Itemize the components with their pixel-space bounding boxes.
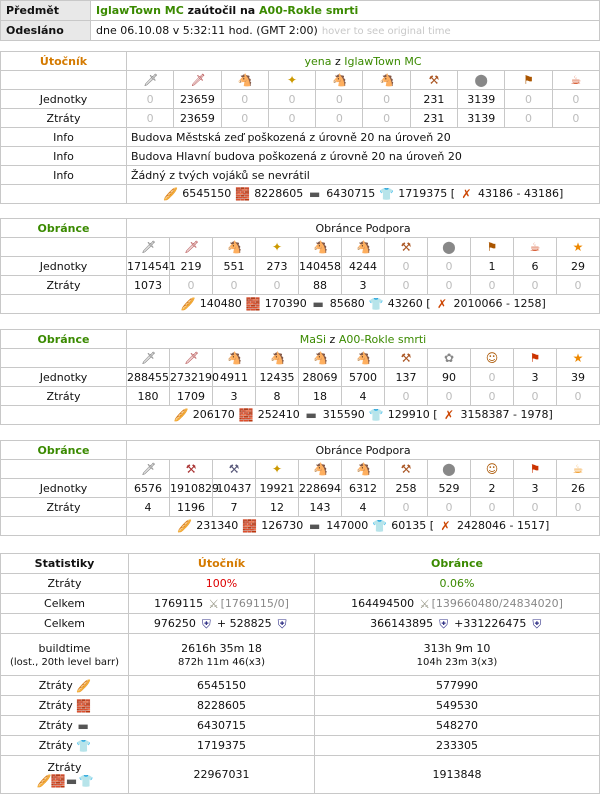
- resource-value: 170390: [264, 297, 307, 310]
- unit-icon: 🐴: [213, 349, 256, 368]
- unit-icon: 🐴: [299, 238, 342, 257]
- stat-label: Ztráty: [1, 574, 129, 594]
- unit-icon: ✦: [256, 460, 299, 479]
- loss-count: 0: [557, 276, 600, 295]
- stat-defender: 313h 9m 10 104h 23m 3(x3): [315, 634, 600, 676]
- loss-count: 143: [299, 498, 342, 517]
- unit-count: 0: [316, 90, 363, 109]
- loss-count: 0: [514, 387, 557, 406]
- unit-icon: ✦: [256, 238, 299, 257]
- unit-icon: ⚑: [514, 349, 557, 368]
- unit-count: 23659: [174, 90, 221, 109]
- unit-count: 29: [557, 257, 600, 276]
- resource-icon: 🥖: [180, 297, 196, 311]
- unit-count: 0: [505, 90, 552, 109]
- unit-count: 228694: [299, 479, 342, 498]
- hover-hint[interactable]: hover to see original time: [321, 26, 451, 37]
- resource-value: 252410: [257, 408, 300, 421]
- unit-count: 3: [514, 368, 557, 387]
- defender-support-1: Obránce Obránce Podpora 🗡 🗡 🐴 ✦ 🐴 🐴 ⚒ ⬤ ⚑ ☕ ★ Jednotky 1714541 219 551 273 140458 4244 0 0 1 6 29 Ztráty 1073 0 0 0 88 3 0 0 0 0 0 🥖 140480 🧱 170390 ▬ 85680 👕 43260 [ ✗ 2010066 - 1258]: [0, 218, 600, 314]
- unit-icon: ☕: [514, 238, 557, 257]
- resource-value: 126730: [261, 519, 304, 532]
- unit-icon: 🐴: [363, 71, 410, 90]
- loss-count: 0: [505, 109, 552, 128]
- defender-player-link[interactable]: MaSi: [299, 332, 327, 346]
- loss-count: 0: [385, 276, 428, 295]
- resource-value: 85680: [329, 297, 365, 310]
- stat-label: Ztráty 🧱: [1, 696, 129, 716]
- resource-icon: 👕: [379, 187, 395, 201]
- stat-attacker: 8228605: [129, 696, 315, 716]
- stat-attacker: 6545150: [129, 676, 315, 696]
- loss-count: 0: [471, 387, 514, 406]
- unit-count: 551: [213, 257, 256, 276]
- plunder-value: 3158387 - 1978: [460, 408, 549, 421]
- unit-count: 10437: [213, 479, 256, 498]
- unit-icon: 🐴: [256, 349, 299, 368]
- loss-count: 0: [557, 498, 600, 517]
- unit-icon: 🐴: [342, 460, 385, 479]
- unit-count: 12435: [256, 368, 299, 387]
- loss-count: 0: [428, 387, 471, 406]
- resource-icon: 👕: [368, 297, 384, 311]
- defender-village-link[interactable]: A00-Rokle smrti: [259, 4, 359, 17]
- unit-count: 219: [170, 257, 213, 276]
- loss-count: 0: [256, 276, 299, 295]
- unit-count: 3139: [458, 90, 505, 109]
- unit-icon: ⚑: [514, 460, 557, 479]
- resource-icon: 👕: [368, 408, 384, 422]
- unit-icon: 🗡: [127, 460, 170, 479]
- unit-icon: ✿: [428, 349, 471, 368]
- unit-count: 1910829: [170, 479, 213, 498]
- unit-icon: ☕: [557, 460, 600, 479]
- unit-icon: 🐴: [316, 71, 363, 90]
- resource-icon: 👕: [372, 519, 388, 533]
- loss-count: 231: [410, 109, 457, 128]
- loss-count: 18: [299, 387, 342, 406]
- stat-defender: 0.06%: [315, 574, 600, 594]
- stat-defender: 164494500 ⚔ [139660480/24834020]: [315, 594, 600, 614]
- unit-count: 28069: [299, 368, 342, 387]
- attacker-village-link2[interactable]: IglawTown MC: [344, 54, 422, 68]
- unit-icon: ⚑: [505, 71, 552, 90]
- attacker-section: Útočník yena z IglawTown MC 🗡 🗡 🐴 ✦ 🐴 🐴 ⚒ ⬤ ⚑ ☕ Jednotky 0 23659 0 0 0 0 231 3139 0 0 Ztráty 0 23659 0 0 0 0 231 3139 0 0 Info Budova Městská zeď poškozená z úrovně 20 na úroveň 20 Info Budova Hlavní budova poškozená z úrovně 20 na úroveň 20 Info Žádný z tvých vojáků se nevrátil 🥖 6545150 🧱 8228605 ▬ 6430715 👕 1719375 [ ✗ 43186 - 43186]: [0, 51, 600, 204]
- loss-count: 0: [268, 109, 315, 128]
- loss-count: 88: [299, 276, 342, 295]
- unit-count: 0: [471, 368, 514, 387]
- stat-attacker: 6430715: [129, 716, 315, 736]
- info-line: Budova Městská zeď poškozená z úrovně 20 na úroveň 20: [127, 128, 600, 147]
- loss-count: 0: [385, 387, 428, 406]
- loss-count: 0: [127, 109, 174, 128]
- unit-icon: ✦: [268, 71, 315, 90]
- resources-row: 🥖 6545150 🧱 8228605 ▬ 6430715 👕 1719375 [ ✗ 43186 - 43186]: [127, 185, 600, 204]
- resource-icon: 🧱: [238, 408, 254, 422]
- unit-icon: ★: [557, 349, 600, 368]
- loss-count: 4: [342, 387, 385, 406]
- loss-count: 0: [428, 498, 471, 517]
- loss-count: 0: [514, 276, 557, 295]
- unit-count: 258: [385, 479, 428, 498]
- stat-label: Ztráty 🥖: [1, 676, 129, 696]
- unit-count: 39: [557, 368, 600, 387]
- statistics-table: Statistiky Útočník Obránce Ztráty 100% 0.06% Celkem 1769115 ⚔ [1769115/0] 164494500 ⚔ [139660480/24834020] Celkem 976250 ⛨ + 528825 ⛨ 366143895 ⛨ +331226475 ⛨ buildtime (lost., 20th level barr) 2616h 35m 18 872h 11m 46(x3) 313h 9m 10 104h 23m 3(x3) Ztráty 🥖 6545150 577990 Ztráty 🧱 8228605 549530 Ztráty ▬ 6430715 548270 Ztráty 👕 1719375 233305 Ztráty 🥖🧱▬👕 22967031 1913848: [0, 553, 600, 794]
- loss-count: 23659: [174, 109, 221, 128]
- unit-count: 6312: [342, 479, 385, 498]
- unit-icon: ☺: [471, 349, 514, 368]
- unit-icon: 🗡: [170, 238, 213, 257]
- loss-count: 180: [127, 387, 170, 406]
- sent-value: dne 06.10.08 v 5:32:11 hod. (GMT 2:00) hover to see original time: [91, 21, 600, 41]
- defender-support-2: Obránce Obránce Podpora 🗡 ⚒ ⚒ ✦ 🐴 🐴 ⚒ ⬤ ☺ ⚑ ☕ Jednotky 6576 1910829 10437 19921 228694 6312 258 529 2 3 26 Ztráty 4 1196 7 12 143 4 0 0 0 0 0 🥖 231340 🧱 126730 ▬ 147000 👕 60135 [ ✗ 2428046 - 1517]: [0, 440, 600, 536]
- unit-count: 6: [514, 257, 557, 276]
- resources-row: 🥖 231340 🧱 126730 ▬ 147000 👕 60135 [ ✗ 2428046 - 1517]: [127, 517, 600, 536]
- unit-count: 0: [127, 90, 174, 109]
- unit-count: 529: [428, 479, 471, 498]
- loss-count: 3: [213, 387, 256, 406]
- unit-count: 137: [385, 368, 428, 387]
- unit-icon: ⚒: [385, 238, 428, 257]
- resource-value: 315590: [322, 408, 365, 421]
- plunder-value: 2010066 - 1258: [453, 297, 542, 310]
- stat-defender: 233305: [315, 736, 600, 756]
- stat-label: Ztráty 🥖🧱▬👕: [1, 756, 129, 794]
- resources-row: 🥖 206170 🧱 252410 ▬ 315590 👕 129910 [ ✗ 3158387 - 1978]: [127, 406, 600, 425]
- unit-icon: ☕: [552, 71, 599, 90]
- stat-attacker: 1719375: [129, 736, 315, 756]
- resource-icon: ▬: [305, 408, 317, 422]
- loss-count: 0: [213, 276, 256, 295]
- loss-count: 0: [471, 276, 514, 295]
- resource-value: 231340: [196, 519, 239, 532]
- unit-count: 2: [471, 479, 514, 498]
- resource-value: 43260: [387, 297, 423, 310]
- unit-count: 19921: [256, 479, 299, 498]
- plunder-icon: ✗: [436, 297, 448, 311]
- unit-icon: 🐴: [342, 238, 385, 257]
- unit-icon: 🐴: [299, 460, 342, 479]
- report-header: [0, 0, 600, 41]
- plunder-value: 43186 - 43186: [478, 187, 559, 200]
- stat-defender: 549530: [315, 696, 600, 716]
- loss-count: 4: [342, 498, 385, 517]
- unit-count: 0: [428, 257, 471, 276]
- unit-icon: ☺: [471, 460, 514, 479]
- resource-icon: ▬: [309, 187, 321, 201]
- resource-value: 1719375: [398, 187, 448, 200]
- unit-count: 140458: [299, 257, 342, 276]
- unit-icon: ★: [557, 238, 600, 257]
- resources-row: 🥖 140480 🧱 170390 ▬ 85680 👕 43260 [ ✗ 2010066 - 1258]: [127, 295, 600, 314]
- resource-value: 206170: [192, 408, 235, 421]
- unit-count: 2732190: [170, 368, 213, 387]
- resource-icon: 🥖: [173, 408, 189, 422]
- stat-defender: 548270: [315, 716, 600, 736]
- defender-main: Obránce MaSi z A00-Rokle smrti 🗡 🗡 🐴 🐴 🐴 🐴 ⚒ ✿ ☺ ⚑ ★ Jednotky 288455 2732190 4911 12435 28069 5700 137 90 0 3 39 Ztráty 180 1709 3 8 18 4 0 0 0 0 0 🥖 206170 🧱 252410 ▬ 315590 👕 129910 [ ✗ 3158387 - 1978]: [0, 329, 600, 425]
- loss-count: 3139: [458, 109, 505, 128]
- unit-icon: 🗡: [127, 71, 174, 90]
- stat-label: buildtime (lost., 20th level barr): [1, 634, 129, 676]
- loss-count: 0: [428, 276, 471, 295]
- unit-count: 90: [428, 368, 471, 387]
- stat-attacker: 1769115 ⚔ [1769115/0]: [129, 594, 315, 614]
- stat-defender: 577990: [315, 676, 600, 696]
- units-label: Jednotky: [1, 90, 127, 109]
- unit-icon: ⬤: [428, 238, 471, 257]
- info-line: Žádný z tvých vojáků se nevrátil: [127, 166, 600, 185]
- stat-label: Celkem: [1, 594, 129, 614]
- attacker-owner: yena z IglawTown MC: [127, 52, 600, 71]
- info-line: Budova Hlavní budova poškozená z úrovně 20 na úroveň 20: [127, 147, 600, 166]
- unit-icon: 🗡: [127, 238, 170, 257]
- unit-icon: 🐴: [221, 71, 268, 90]
- stat-label: Celkem: [1, 614, 129, 634]
- unit-icon: ⬤: [428, 460, 471, 479]
- loss-count: 3: [342, 276, 385, 295]
- attacker-village-link[interactable]: IglawTown MC: [96, 4, 184, 17]
- loss-count: 0: [221, 109, 268, 128]
- unit-icon: 🐴: [342, 349, 385, 368]
- loss-count: 0: [385, 498, 428, 517]
- loss-count: 0: [316, 109, 363, 128]
- loss-count: 1073: [127, 276, 170, 295]
- plunder-icon: ✗: [461, 187, 472, 201]
- resource-value: 140480: [199, 297, 242, 310]
- defender-village-link2[interactable]: A00-Rokle smrti: [338, 332, 427, 346]
- resource-icon: ▬: [312, 297, 324, 311]
- resource-icon: ▬: [309, 519, 321, 533]
- loss-count: 1196: [170, 498, 213, 517]
- unit-count: 0: [363, 90, 410, 109]
- losses-label: Ztráty: [1, 109, 127, 128]
- subject: IglawTown MC zaútočil na A00-Rokle smrti: [91, 1, 600, 21]
- unit-icon: 🐴: [213, 238, 256, 257]
- unit-count: 6576: [127, 479, 170, 498]
- unit-icon: 🗡: [170, 349, 213, 368]
- unit-count: 4244: [342, 257, 385, 276]
- unit-icon: ⬤: [458, 71, 505, 90]
- loss-count: 1709: [170, 387, 213, 406]
- stat-attacker: 22967031: [129, 756, 315, 794]
- resource-icon: 🧱: [242, 519, 258, 533]
- loss-count: 8: [256, 387, 299, 406]
- unit-count: 0: [552, 90, 599, 109]
- stat-label: Ztráty 👕: [1, 736, 129, 756]
- unit-icon: 🗡: [174, 71, 221, 90]
- stat-label: Ztráty ▬: [1, 716, 129, 736]
- unit-icon: ⚒: [385, 349, 428, 368]
- loss-count: 4: [127, 498, 170, 517]
- unit-count: 26: [557, 479, 600, 498]
- loss-count: 0: [363, 109, 410, 128]
- resource-value: 6430715: [326, 187, 376, 200]
- stat-defender: 1913848: [315, 756, 600, 794]
- plunder-value: 2428046 - 1517: [457, 519, 545, 532]
- resource-icon: 🧱: [235, 187, 251, 201]
- unit-icon: 🗡: [127, 349, 170, 368]
- resource-icon: 🥖: [163, 187, 179, 201]
- sent-label: Odesláno: [1, 21, 91, 41]
- resource-value: 6545150: [182, 187, 232, 200]
- unit-count: 0: [385, 257, 428, 276]
- plunder-icon: ✗: [440, 519, 451, 533]
- loss-count: 0: [552, 109, 599, 128]
- subject-label: Předmět: [1, 1, 91, 21]
- resource-icon: 🧱: [245, 297, 261, 311]
- unit-count: 273: [256, 257, 299, 276]
- stat-attacker: 2616h 35m 18 872h 11m 46(x3): [129, 634, 315, 676]
- loss-count: 0: [514, 498, 557, 517]
- unit-count: 1: [471, 257, 514, 276]
- resource-value: 147000: [326, 519, 369, 532]
- unit-icon: 🐴: [299, 349, 342, 368]
- unit-icon: ⚒: [385, 460, 428, 479]
- unit-count: 0: [268, 90, 315, 109]
- unit-icon: ⚒: [213, 460, 256, 479]
- unit-count: 4911: [213, 368, 256, 387]
- unit-icon: ⚒: [170, 460, 213, 479]
- attacker-label: Útočník: [1, 52, 127, 71]
- unit-count: 231: [410, 90, 457, 109]
- loss-count: 7: [213, 498, 256, 517]
- unit-count: 0: [221, 90, 268, 109]
- resource-value: 60135: [391, 519, 427, 532]
- unit-icon: ⚑: [471, 238, 514, 257]
- unit-count: 1714541: [127, 257, 170, 276]
- unit-count: 3: [514, 479, 557, 498]
- stat-attacker: 976250 ⛨ + 528825 ⛨: [129, 614, 315, 634]
- unit-count: 288455: [127, 368, 170, 387]
- attacker-player-link[interactable]: yena: [304, 54, 332, 68]
- stat-defender: 366143895 ⛨ +331226475 ⛨: [315, 614, 600, 634]
- resource-value: 8228605: [254, 187, 304, 200]
- loss-count: 12: [256, 498, 299, 517]
- loss-count: 0: [170, 276, 213, 295]
- unit-count: 5700: [342, 368, 385, 387]
- unit-icon: ⚒: [410, 71, 457, 90]
- loss-count: 0: [557, 387, 600, 406]
- resource-value: 129910: [387, 408, 430, 421]
- plunder-icon: ✗: [443, 408, 455, 422]
- loss-count: 0: [471, 498, 514, 517]
- stat-attacker: 100%: [129, 574, 315, 594]
- resource-icon: 🥖: [177, 519, 193, 533]
